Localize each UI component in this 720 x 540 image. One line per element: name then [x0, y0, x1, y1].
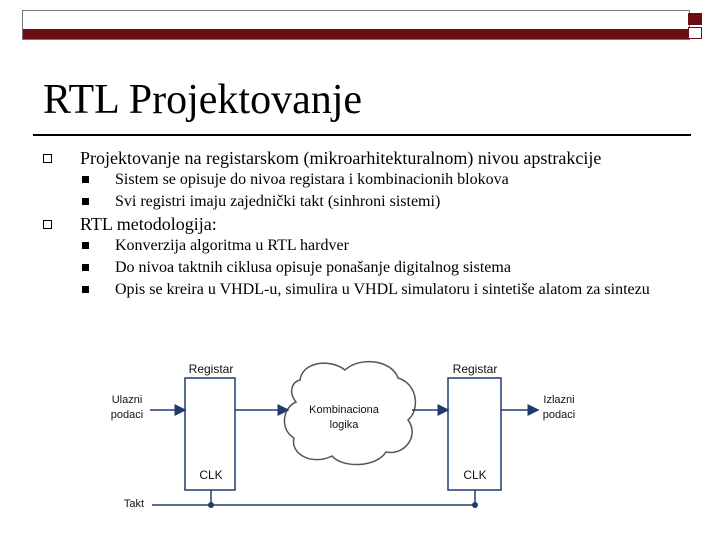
output-label-line2: podaci [542, 409, 576, 421]
comb-logic-label-line2: logika [329, 419, 359, 431]
bullet-level2: Konverzija algoritma u RTL hardver [115, 237, 349, 254]
output-label-line1: Izlazni [543, 394, 575, 406]
clock-junction-dot [472, 502, 478, 508]
clock-label: Takt [123, 498, 145, 510]
clock-junction-dot [208, 502, 214, 508]
bullet-level2: Opis se kreira u VHDL-u, simulira u VHDL simulatoru i sintetiše alatom za sintezu [115, 281, 650, 298]
register-left-label: Registar [188, 362, 234, 376]
bullet-level2: Svi registri imaju zajednički takt (sinhroni sistemi) [115, 193, 441, 210]
clk-left-label: CLK [199, 468, 223, 482]
register-right-label: Registar [452, 362, 498, 376]
bullet-level2: Sistem se opisuje do nivoa registara i kombinacionih blokova [115, 171, 509, 188]
input-label-line2: podaci [110, 409, 144, 421]
bullet-level1: RTL metodologija: [80, 214, 217, 234]
comb-logic-label-line1: Kombinaciona [309, 404, 379, 416]
slide-title: RTL Projektovanje [43, 77, 363, 123]
clk-right-label: CLK [463, 468, 487, 482]
bullet-level2: Do nivoa taktnih ciklusa opisuje ponašanje digitalnog sistema [115, 259, 511, 276]
bullet-level1: Projektovanje na registarskom (mikroarhitekturalnom) nivou apstrakcije [80, 148, 602, 168]
input-label-line1: Ulazni [111, 394, 143, 406]
